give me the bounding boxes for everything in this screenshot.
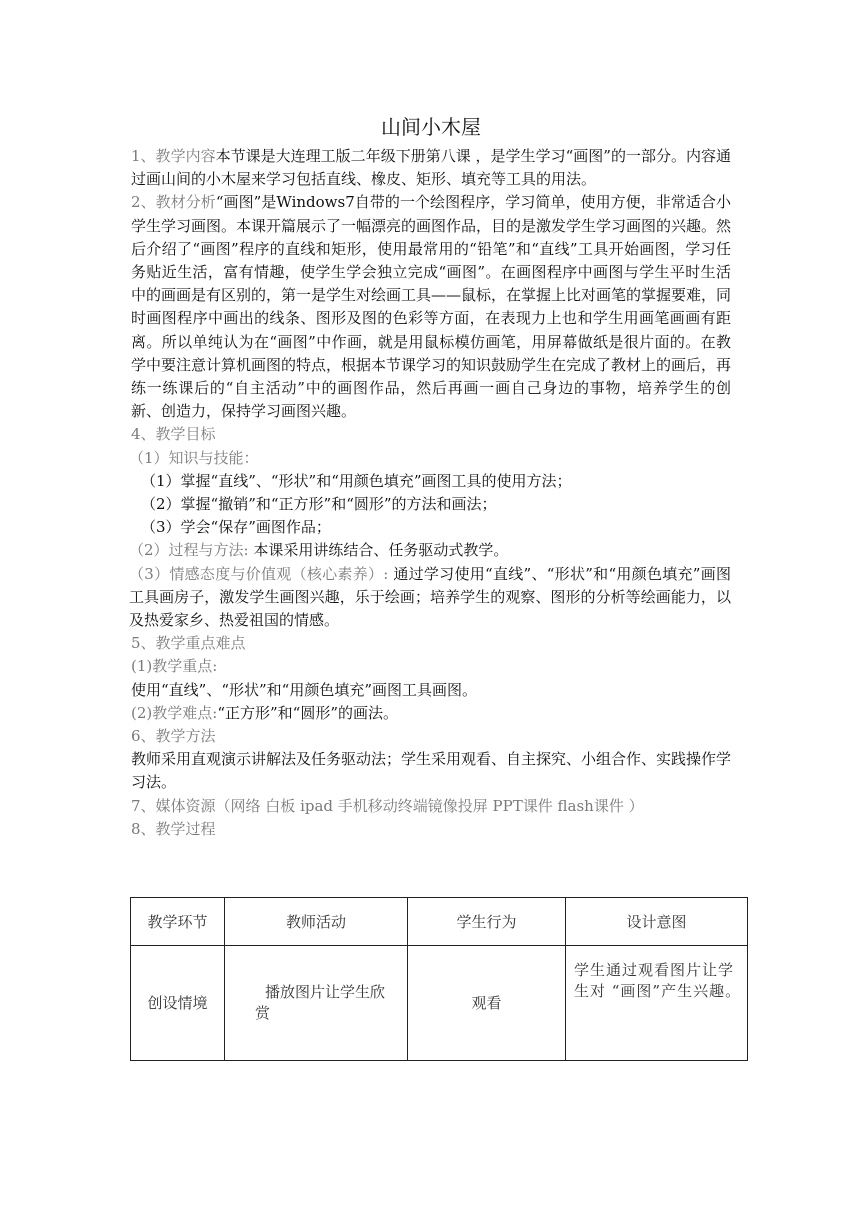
teaching-process-table — [130, 897, 748, 1061]
subheading-attitude — [129, 563, 731, 633]
table-cell: 学生通过观看图片让学生对 “画图”产生兴趣。 — [566, 946, 748, 1061]
section-heading: 8、教学过程 — [131, 819, 216, 838]
table-row — [131, 946, 748, 1061]
page-title: 山间小木屋 — [381, 115, 481, 139]
table-header-cell: 教师活动 — [225, 898, 408, 946]
section-material-analysis — [131, 191, 731, 423]
table-cell: 播放图片让学生欣赏 — [225, 946, 408, 1061]
subheading-label: （3）情感态度与价值观（核心素养）: — [129, 564, 389, 583]
subheading-difficulty — [131, 702, 731, 725]
table-header-cell: 设计意图 — [566, 898, 748, 946]
subheading-process — [129, 539, 731, 562]
subheading-label: （2）过程与方法: — [129, 541, 249, 560]
subheading-key-point: (1)教学重点: — [131, 657, 218, 676]
table-cell: 观看 — [408, 946, 566, 1061]
table-cell: 创设情境 — [131, 946, 225, 1061]
section-heading: 5、教学重点难点 — [131, 634, 246, 653]
subheading-text: 通过学习使用“直线”、“形状”和“用颜色填充”画图工具画房子，激发学生画图兴趣，乐于绘画；培养学生的观察、图形的分析等绘画能力，以及热爱家乡、热爱祖国的情感。 — [129, 564, 732, 630]
method-text: 教师采用直观演示讲解法及任务驱动法；学生采用观看、自主探究、小组合作、实践操作学习法。 — [131, 750, 732, 792]
section-heading: 1、教学内容 — [131, 147, 216, 165]
goal-item: （3）学会“保存”画图作品； — [141, 518, 331, 537]
table-header-cell: 教学环节 — [131, 898, 225, 946]
section-text: “画图”是Windows7自带的一个绘图程序，学习简单，使用方便，非常适合小学生学习画图。本课开篇展示了一幅漂亮的画图作品，目的是激发学生学习画图的兴趣。然后介绍了“画图”程序的直线和矩形，使用最常用的“铅笔”和“直线”工具开始画图，学习任务贴近生活，富有情趣，使学生学会独立完成“画图”。在画图程序中画图与学生平时生活中的画画是有区别的，第一是学生对绘画工具——鼠标，在掌握上比对画笔的掌握要难，同时画图程序中画出的线条、图形及图的色彩等方面，在表现力上也和学生用画笔画画有距离。所以单纯认为在“画图”中作画，就是用鼠标模仿画笔，用屏幕做纸是很片面的。在教学中要注意计算机画图的特点，根据本节课学习的知识鼓励学生在完成了教材上的画后，再练一练课后的“自主活动”中的画图作品，然后再画一画自己身边的事物，培养学生的创新、创造力，保持学习画图兴趣。 — [131, 193, 732, 421]
table-header-cell: 学生行为 — [408, 898, 566, 946]
section-heading: 4、教学目标 — [131, 425, 216, 444]
goal-item: （1）掌握“直线”、“形状”和“用颜色填充”画图工具的使用方法； — [141, 471, 572, 490]
section-heading: 6、教学方法 — [131, 727, 216, 746]
document-body — [131, 112, 731, 841]
section-text: 本节课是大连理工版二年级下册第八课 ，是学生学习“画图”的一部分。内容通过画山间的小木屋来学习包括直线、橡皮、矩形、填充等工具的用法。 — [131, 147, 732, 189]
subheading-text: “正方形”和“圆形”的画法。 — [217, 703, 398, 722]
table-header-row — [131, 898, 748, 946]
subheading-text: 本课采用讲练结合、任务驱动式教学。 — [248, 541, 509, 560]
section-media-resources: 7、媒体资源（网络 白板 ipad 手机移动终端镜像投屏 PPT课件 flash课件 ） — [131, 796, 644, 815]
goal-item: （2）掌握“撤销”和“正方形”和“圆形”的方法和画法； — [141, 495, 497, 514]
subheading-knowledge: （1）知识与技能： — [129, 448, 259, 467]
subheading-label: (2)教学难点: — [131, 703, 218, 722]
key-point-text: 使用“直线”、“形状”和“用颜色填充”画图工具画图。 — [131, 680, 478, 699]
section-heading: 2、教材分析 — [131, 193, 216, 212]
section-teaching-content — [131, 145, 731, 191]
